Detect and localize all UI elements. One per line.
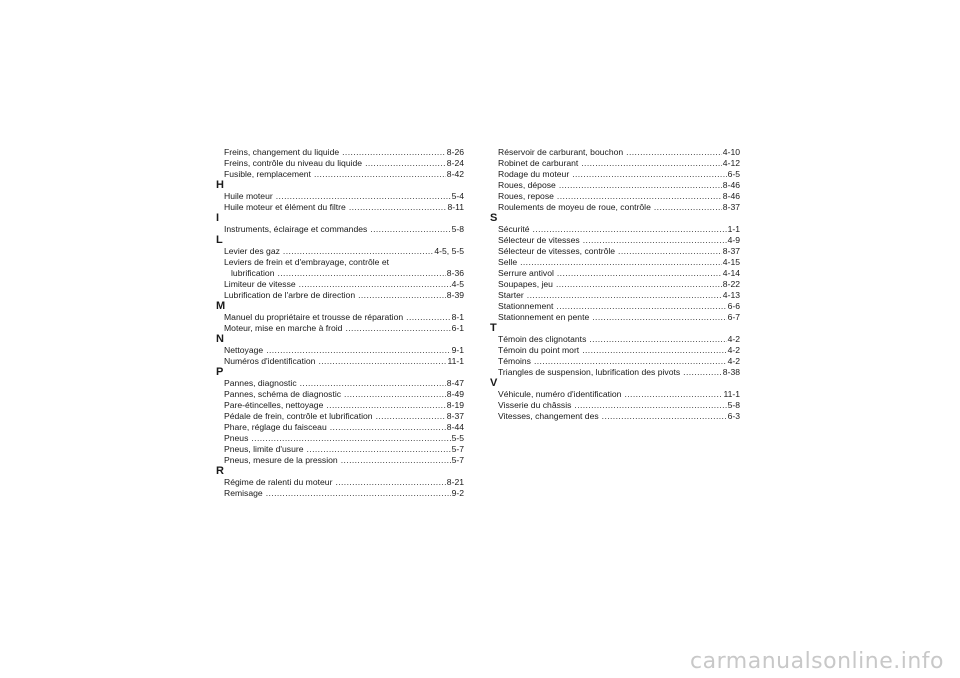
dot-leader [345, 323, 450, 334]
index-entry [490, 268, 740, 279]
index-entry-label: Fusible, remplacement [224, 169, 311, 179]
index-entry-label: Roues, dépose [498, 180, 556, 190]
index-entry-label: Véhicule, numéro d'identification [498, 389, 622, 399]
index-entry [216, 279, 464, 290]
index-entry [216, 224, 464, 235]
index-entry-label: Visserie du châssis [498, 400, 572, 410]
index-entry [216, 191, 464, 202]
index-entry [490, 312, 740, 323]
index-entry [490, 169, 740, 180]
index-entry-page: 5-5 [451, 433, 464, 443]
dot-leader [300, 378, 446, 389]
index-section-letter: T [490, 322, 497, 334]
index-section-letter: H [216, 179, 224, 191]
index-entry [490, 180, 740, 191]
index-entry-page: 6-5 [727, 169, 740, 179]
index-entry-page: 6-7 [727, 312, 740, 322]
index-entry-page: 8-39 [446, 290, 464, 300]
index-entry-label: Moteur, mise en marche à froid [224, 323, 343, 333]
index-entry-page: 8-1 [451, 312, 464, 322]
index-entry-heading: Leviers de frein et d'embrayage, contrôle et [224, 257, 390, 267]
dot-leader [335, 477, 445, 488]
index-entry-page: 4-10 [722, 147, 740, 157]
dot-leader [342, 147, 446, 158]
index-entry [216, 268, 464, 279]
dot-leader [589, 334, 726, 345]
index-entry [216, 455, 464, 466]
dot-leader [602, 411, 727, 422]
dot-leader [556, 301, 726, 312]
index-section-letter: S [490, 212, 498, 224]
index-entry [216, 323, 464, 334]
index-entry-label: Phare, réglage du faisceau [224, 422, 327, 432]
index-column-left [216, 147, 464, 499]
dot-leader [299, 279, 451, 290]
index-entry-page: 4-2 [727, 345, 740, 355]
index-entry-page: 8-24 [446, 158, 464, 168]
index-section-letter: R [216, 465, 224, 477]
index-section-letter: I [216, 212, 220, 224]
dot-leader [344, 389, 446, 400]
index-entry-page: 8-19 [446, 400, 464, 410]
index-entry-label: Nettoyage [224, 345, 264, 355]
dot-leader [583, 235, 727, 246]
index-entry-label: Pneus, limite d'usure [224, 444, 304, 454]
index-entry [216, 158, 464, 169]
index-entry-label: Pannes, schéma de diagnostic [224, 389, 342, 399]
dot-leader [349, 202, 447, 213]
index-entry-label: Manuel du propriétaire et trousse de réparation [224, 312, 404, 322]
index-entry-page: 4-14 [722, 268, 740, 278]
index-entry-page: 8-42 [446, 169, 464, 179]
dot-leader [557, 191, 722, 202]
index-column-right [490, 147, 740, 422]
dot-leader [624, 389, 722, 400]
dot-leader [365, 158, 446, 169]
dot-leader [277, 268, 445, 279]
index-entry [490, 356, 740, 367]
index-entry [216, 378, 464, 389]
index-entry [490, 279, 740, 290]
index-entry [490, 191, 740, 202]
index-entry-label: Soupapes, jeu [498, 279, 553, 289]
index-entry-label: Pannes, diagnostic [224, 378, 297, 388]
index-entry-label: Selle [498, 257, 518, 267]
index-entry-page: 4-15 [722, 257, 740, 267]
index-entry-label: Réservoir de carburant, bouchon [498, 147, 624, 157]
dot-leader [370, 224, 450, 235]
index-entry-label: Serrure antivol [498, 268, 554, 278]
index-section-letter: N [216, 333, 224, 345]
dot-leader [626, 147, 722, 158]
index-entry-page: 8-22 [722, 279, 740, 289]
index-entry [216, 202, 464, 213]
index-entry-page: 11-1 [723, 389, 740, 399]
index-entry [216, 400, 464, 411]
index-entry [216, 147, 464, 158]
dot-leader [582, 345, 726, 356]
dot-leader [527, 290, 722, 301]
index-entry-page: 5-7 [451, 444, 464, 454]
index-section-letter: P [216, 366, 224, 378]
index-entry-label: Témoin des clignotants [498, 334, 587, 344]
dot-leader [266, 488, 451, 499]
dot-leader [283, 246, 433, 257]
index-entry-page: 6-1 [451, 323, 464, 333]
index-entry-label: Roulements de moyeu de roue, contrôle [498, 202, 651, 212]
index-entry [216, 345, 464, 356]
index-entry [490, 147, 740, 158]
index-entry [490, 345, 740, 356]
index-entry-label: Sélecteur de vitesses [498, 235, 580, 245]
index-entry-page: 8-37 [446, 411, 464, 421]
index-entry-label: Témoin du point mort [498, 345, 580, 355]
index-entry [490, 158, 740, 169]
dot-leader [266, 345, 450, 356]
index-entry-label: Roues, repose [498, 191, 554, 201]
dot-leader [376, 411, 446, 422]
index-entry-page: 8-46 [722, 180, 740, 190]
dot-leader [557, 268, 722, 279]
index-entry-page: 4-2 [727, 334, 740, 344]
index-entry-page: 5-4 [451, 191, 464, 201]
index-entry-label: Limiteur de vitesse [224, 279, 296, 289]
index-entry [490, 246, 740, 257]
index-entry-label: Huile moteur et élément du filtre [224, 202, 346, 212]
index-entry-page: 4-13 [722, 290, 740, 300]
dot-leader [559, 180, 722, 191]
index-entry-page: 9-1 [451, 345, 464, 355]
index-entry-page: 8-38 [722, 367, 740, 377]
index-entry-page: 5-8 [451, 224, 464, 234]
index-entry-page: 11-1 [447, 356, 464, 366]
dot-leader [654, 202, 722, 213]
index-section-letter: M [216, 300, 226, 312]
index-entry-label: Stationnement [498, 301, 554, 311]
index-entry [216, 444, 464, 455]
index-entry-page: 8-49 [446, 389, 464, 399]
index-entry [490, 301, 740, 312]
dot-leader [572, 169, 726, 180]
index-entry-page: 8-44 [446, 422, 464, 432]
index-entry-label: Triangles de suspension, lubrification des pivots [498, 367, 681, 377]
index-entry-page: 6-6 [727, 301, 740, 311]
index-entry-label: Vitesses, changement des [498, 411, 599, 421]
index-entry-page: 5-8 [727, 400, 740, 410]
watermark: carmanualsonline.info [690, 649, 944, 674]
index-entry [216, 389, 464, 400]
dot-leader [592, 312, 726, 323]
index-entry-label: Starter [498, 290, 524, 300]
index-entry [490, 389, 740, 400]
index-entry [490, 411, 740, 422]
dot-leader [618, 246, 722, 257]
index-entry-page: 8-36 [446, 268, 464, 278]
index-entry-label: Numéros d'identification [224, 356, 316, 366]
index-entry-page: 4-5 [451, 279, 464, 289]
index-entry-page: 8-37 [722, 202, 740, 212]
index-entry-label: Lubrification de l'arbre de direction [224, 290, 356, 300]
dot-leader [307, 444, 451, 455]
index-entry-label: Pare-étincelles, nettoyage [224, 400, 324, 410]
index-entry-label: Robinet de carburant [498, 158, 579, 168]
index-section-letter: V [490, 377, 498, 389]
index-entry-page: 1-1 [727, 224, 740, 234]
index-entry [216, 411, 464, 422]
index-entry [216, 246, 464, 257]
index-entry-label: Pneus, mesure de la pression [224, 455, 338, 465]
index-entry-page: 8-47 [446, 378, 464, 388]
index-entry-label: Sélecteur de vitesses, contrôle [498, 246, 616, 256]
index-entry [490, 400, 740, 411]
index-entry [490, 367, 740, 378]
index-entry [216, 356, 464, 367]
index-entry-label: lubrification [231, 268, 275, 278]
index-entry [216, 290, 464, 301]
index-entry-page: 4-5, 5-5 [434, 246, 464, 256]
index-entry-page: 4-9 [727, 235, 740, 245]
dot-leader [574, 400, 726, 411]
dot-leader [358, 290, 446, 301]
dot-leader [330, 422, 446, 433]
dot-leader [341, 455, 451, 466]
dot-leader [276, 191, 451, 202]
index-entry [216, 477, 464, 488]
index-entry [490, 224, 740, 235]
index-entry [490, 235, 740, 246]
index-entry-page: 5-7 [451, 455, 464, 465]
index-entry [216, 422, 464, 433]
index-entry-page: 8-46 [722, 191, 740, 201]
index-entry-page: 6-3 [727, 411, 740, 421]
index-section-letter: L [216, 234, 223, 246]
index-entry-page: 8-21 [446, 477, 464, 487]
index-entry-label: Remisage [224, 488, 263, 498]
index-entry-page: 8-11 [447, 202, 464, 212]
index-entry [490, 257, 740, 268]
index-entry-label: Freins, changement du liquide [224, 147, 340, 157]
index-entry-label: Témoins [498, 356, 531, 366]
dot-leader [318, 356, 446, 367]
index-entry-page: 4-12 [722, 158, 740, 168]
index-entry-page: 4-2 [727, 356, 740, 366]
dot-leader [534, 356, 727, 367]
index-entry [216, 312, 464, 323]
index-entry-label: Sécurité [498, 224, 530, 234]
dot-leader [520, 257, 722, 268]
index-entry-label: Stationnement en pente [498, 312, 590, 322]
index-entry-label: Freins, contrôle du niveau du liquide [224, 158, 363, 168]
index-entry [216, 488, 464, 499]
index-entry [490, 202, 740, 213]
index-entry-label: Huile moteur [224, 191, 273, 201]
index-entry-page: 8-37 [722, 246, 740, 256]
index-entry-label: Pédale de frein, contrôle et lubrification [224, 411, 373, 421]
index-entry-page: 9-2 [451, 488, 464, 498]
dot-leader [556, 279, 722, 290]
dot-leader [314, 169, 446, 180]
index-entry-label: Levier des gaz [224, 246, 280, 256]
index-entry-label: Pneus [224, 433, 249, 443]
index-entry-label: Instruments, éclairage et commandes [224, 224, 368, 234]
index-entry-label: Rodage du moteur [498, 169, 570, 179]
dot-leader [581, 158, 722, 169]
index-entry [490, 334, 740, 345]
dot-leader [251, 433, 450, 444]
index-entry [216, 433, 464, 444]
index-entry-page: 8-26 [446, 147, 464, 157]
index-entry-label: Régime de ralenti du moteur [224, 477, 333, 487]
index-entry [216, 169, 464, 180]
dot-leader [406, 312, 450, 323]
dot-leader [683, 367, 722, 378]
dot-leader [533, 224, 727, 235]
index-entry [490, 290, 740, 301]
dot-leader [326, 400, 445, 411]
